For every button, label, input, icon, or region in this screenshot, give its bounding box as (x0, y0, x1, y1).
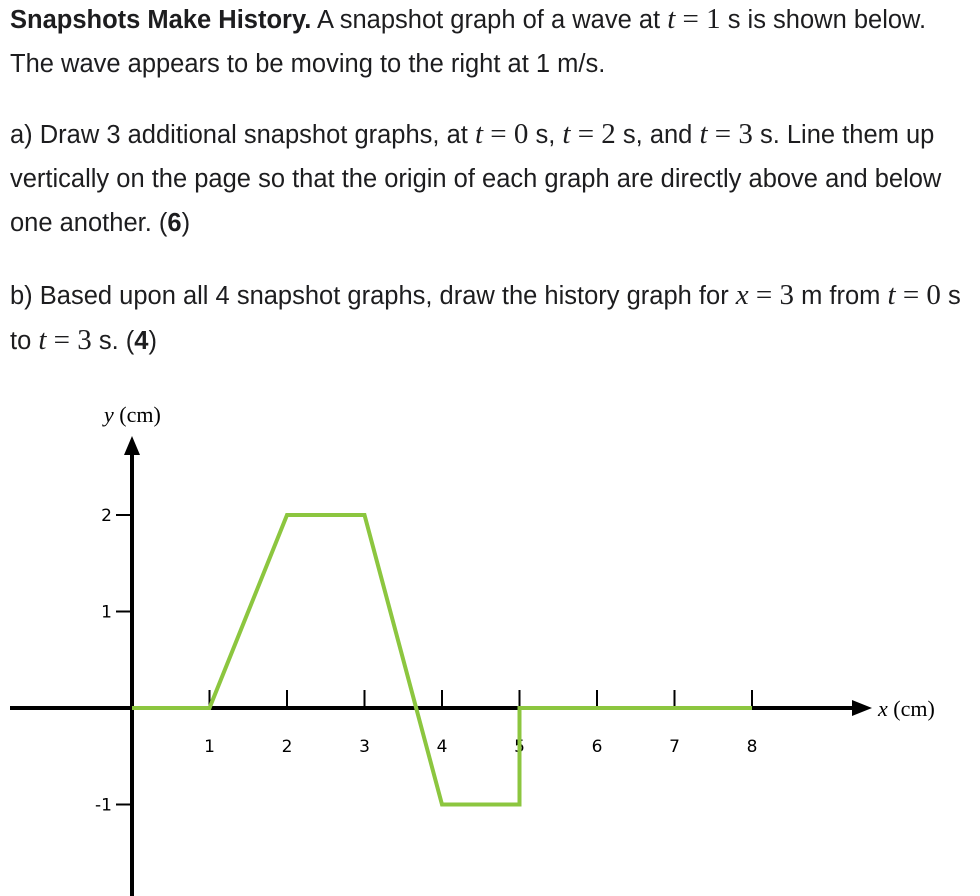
part-b-t3-symbol: t (38, 324, 47, 356)
x-tick-label-5: 5 (514, 737, 525, 757)
y-tick-label--1: -1 (95, 795, 112, 816)
part-a-t2-value: = 2 (570, 118, 616, 150)
x-tick-label-3: 3 (359, 737, 370, 757)
part-a-tail: s. Line them up vertically on the page so that the origin of each graph are directly above and below one another. ( (10, 121, 942, 237)
part-a-t2-symbol: t (562, 118, 571, 150)
intro-text-1: A snapshot graph of a wave at (311, 6, 668, 34)
x-tick-label-2: 2 (281, 737, 293, 757)
chart-series (132, 515, 752, 805)
chart-ticks (95, 506, 757, 816)
y-tick-label-2: 2 (101, 506, 112, 526)
part-a-sep-1: s, (528, 121, 563, 149)
part-b-close: ) (148, 327, 157, 355)
x-axis-arrow (852, 700, 872, 716)
part-b-x-symbol: x (735, 279, 749, 311)
x-axis-label: x (cm) (878, 696, 935, 721)
part-a-sep-2: s, and (615, 121, 700, 149)
part-b-tail: s. ( (91, 327, 135, 355)
intro-text-2: s is shown below. The wave appears to be moving to the right at 1 m/s. (10, 6, 927, 78)
part-a-t3-symbol: t (699, 118, 708, 150)
x-tick-label-1: 1 (204, 737, 215, 757)
x-tick-label-7: 7 (669, 737, 680, 757)
part-b-t0-value: = 0 (895, 279, 941, 311)
y-axis-arrow (124, 436, 140, 455)
y-tick-label-1: 1 (101, 602, 112, 623)
chart-axes (10, 436, 872, 896)
part-b-lead: b) Based upon all 4 snapshot graphs, draw the history graph for (10, 282, 736, 310)
intro-t-symbol: t (667, 3, 676, 35)
part-a-t0-value: = 0 (483, 118, 529, 150)
intro-t-value: = 1 (675, 3, 721, 35)
part-a-points: 6 (167, 209, 182, 237)
part-a-close: ) (181, 209, 191, 237)
y-axis-label: y (cm) (104, 402, 161, 427)
part-a-t3-value: = 3 (707, 118, 753, 150)
part-b-points: 4 (134, 327, 149, 355)
part-a-t0-symbol: t (474, 118, 484, 150)
problem-title: Snapshots Make History. (10, 6, 312, 34)
part-b-t3-value: = 3 (46, 324, 92, 356)
wave-series-line (132, 515, 752, 805)
part-b-from: m from (794, 282, 888, 310)
x-tick-label-4: 4 (436, 737, 448, 757)
part-b-x-value: = 3 (748, 279, 795, 311)
part-a-lead: a) Draw 3 additional snapshot graphs, at (10, 121, 475, 149)
part-b-t0-symbol: t (887, 279, 896, 311)
x-tick-label-6: 6 (591, 737, 603, 757)
x-tick-label-8: 8 (746, 737, 758, 757)
part-b-to: s to (10, 282, 961, 355)
